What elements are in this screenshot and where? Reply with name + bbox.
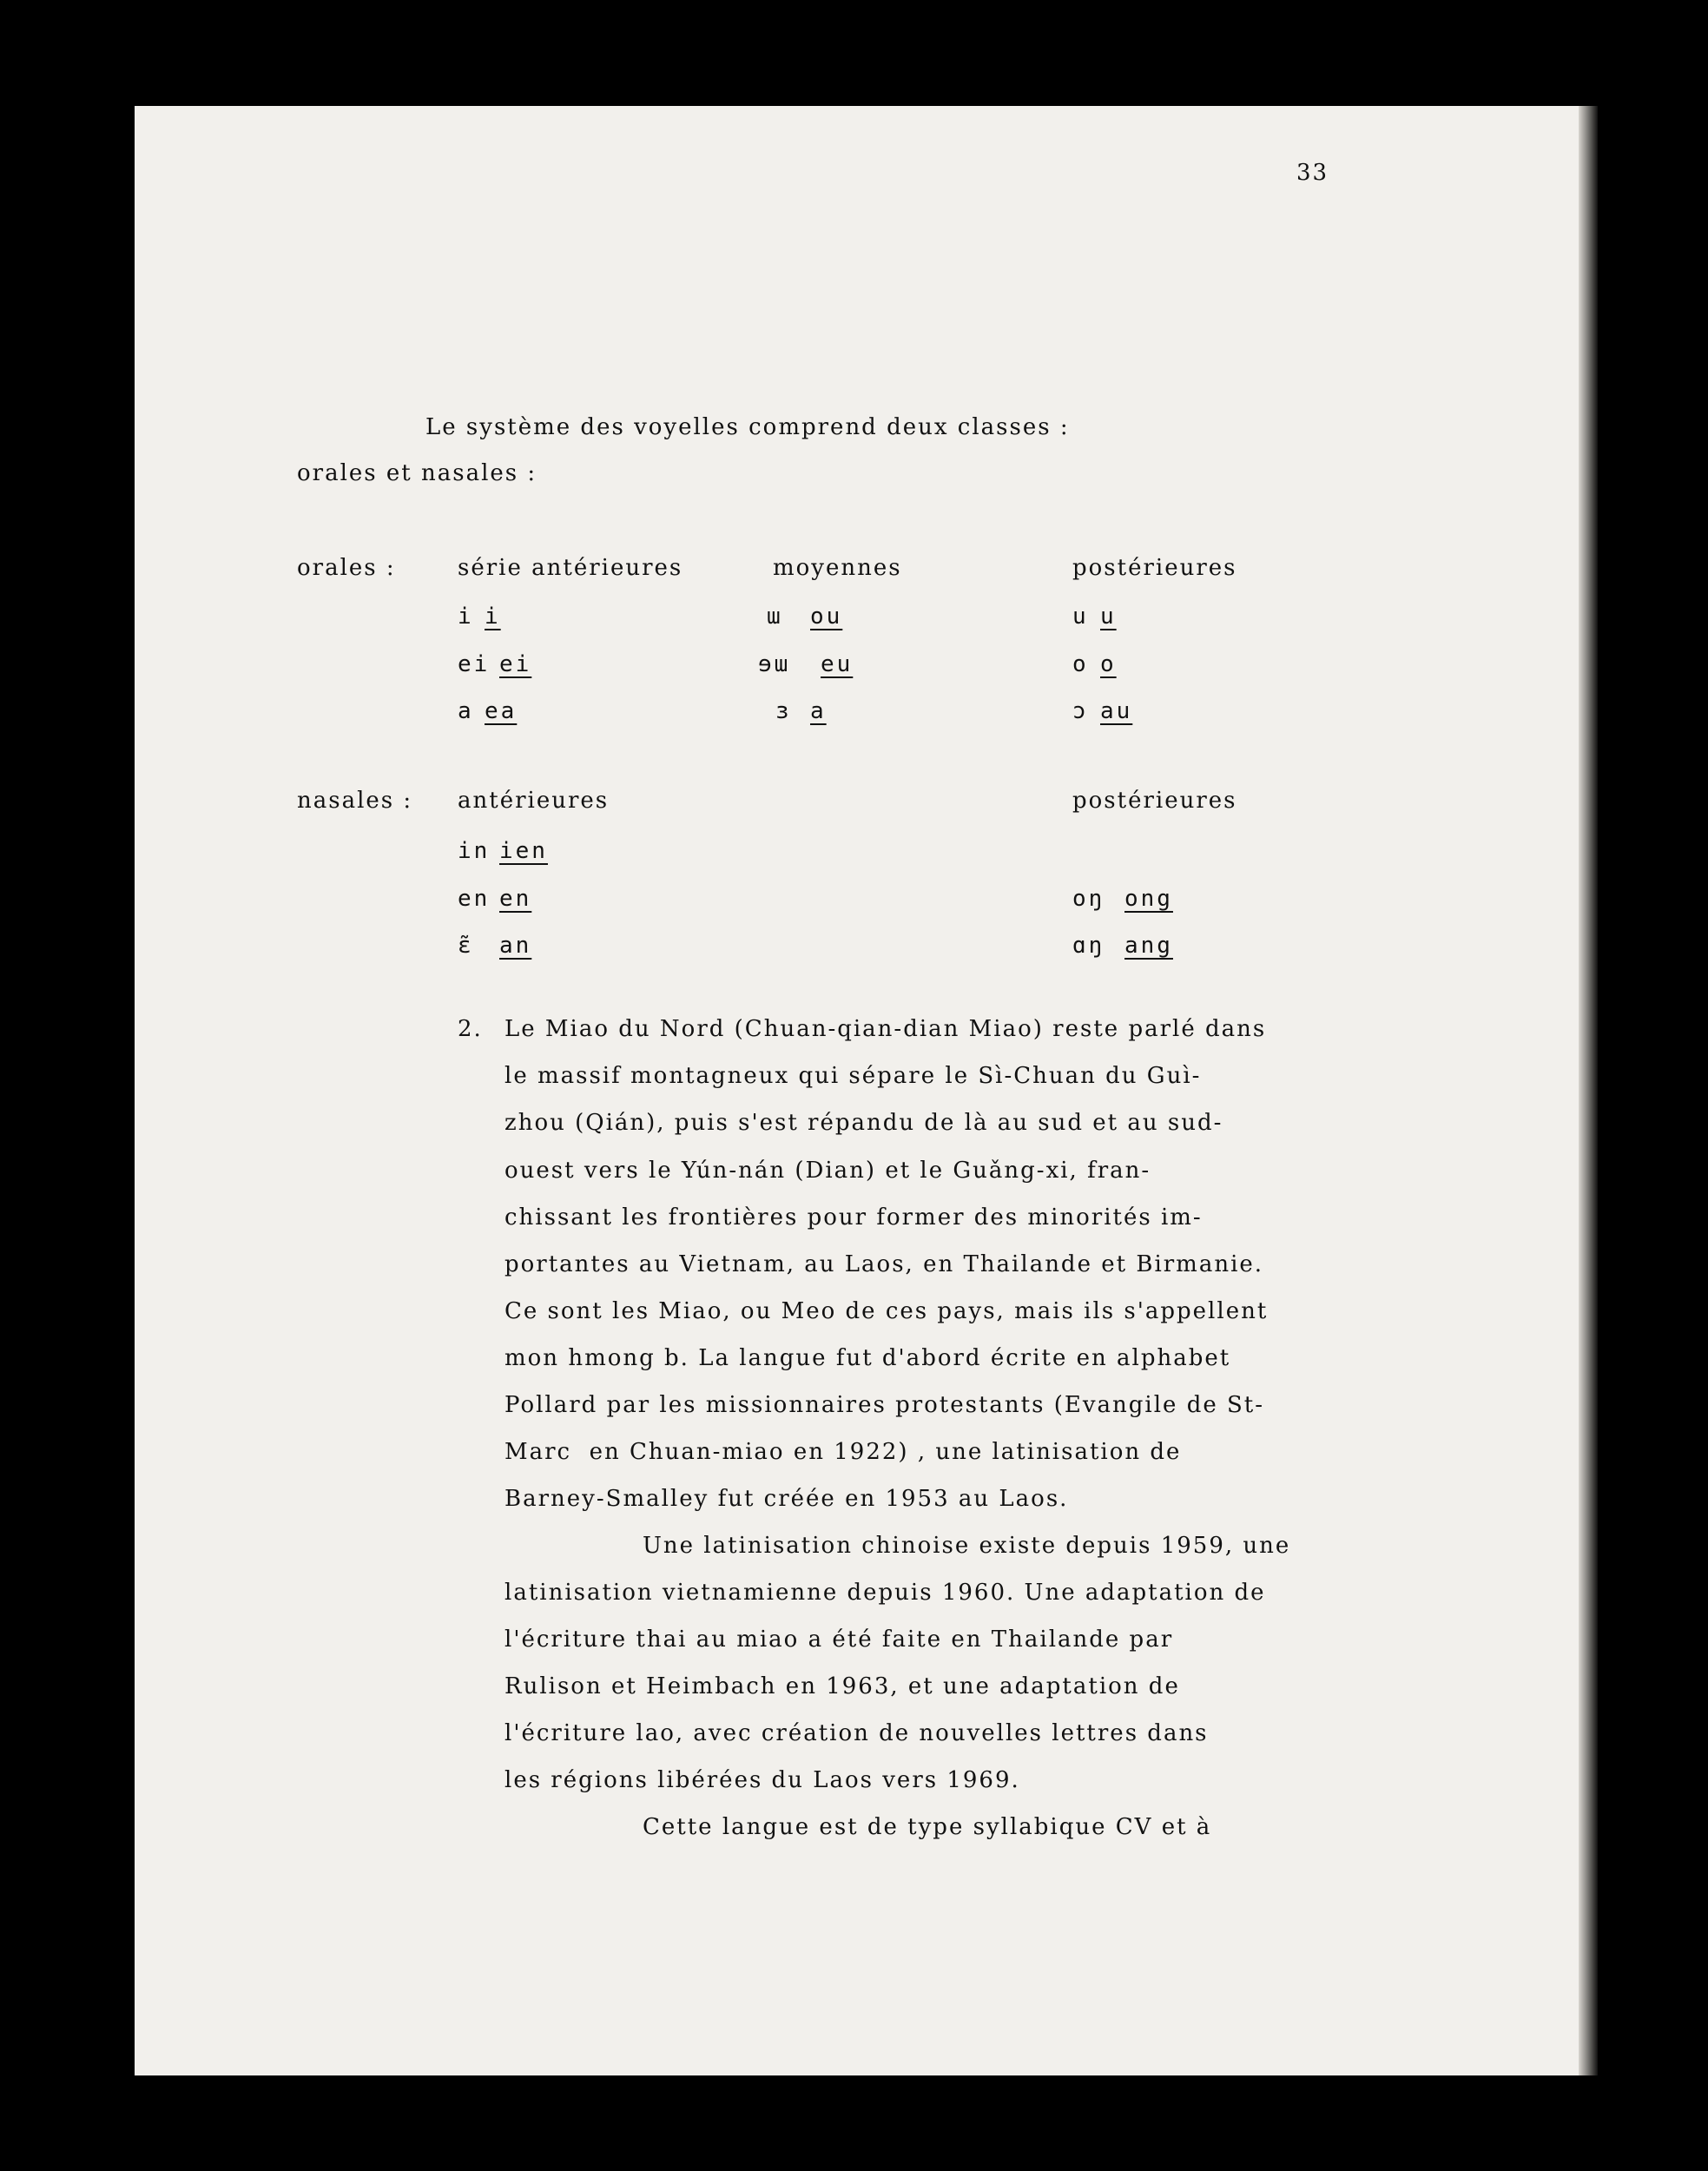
nasales-front-ipa: ɛ̃ xyxy=(458,933,474,959)
page-number: 33 xyxy=(1296,160,1329,186)
orales-mid: a xyxy=(810,698,827,724)
paragraph-line: latinisation vietnamienne depuis 1960. Une adaptation de xyxy=(504,1580,1266,1606)
paragraph-line: Une latinisation chinoise existe depuis 1959, une xyxy=(643,1533,1291,1559)
orales-back-ipa: ɔ xyxy=(1072,698,1089,724)
orales-header-front: série antérieures xyxy=(458,555,683,581)
nasales-header-front: antérieures xyxy=(458,788,610,814)
orales-front: i xyxy=(485,604,501,630)
paragraph-line: l'écriture thai au miao a été faite en Thailande par xyxy=(504,1627,1174,1653)
orales-front-ipa: i xyxy=(458,604,474,630)
nasales-back: ong xyxy=(1124,886,1173,912)
paragraph-line: l'écriture lao, avec création de nouvelles lettres dans xyxy=(504,1720,1209,1746)
nasales-back-ipa: ɑŋ xyxy=(1072,933,1105,959)
orales-mid-ipa: ɜ xyxy=(775,698,792,724)
orales-label: orales : xyxy=(297,555,396,581)
orales-back: u xyxy=(1100,604,1117,630)
paragraph-line: Cette langue est de type syllabique CV et à xyxy=(643,1814,1212,1840)
nasales-back: ang xyxy=(1124,933,1173,959)
nasales-header-back: postérieures xyxy=(1072,788,1237,814)
paragraph-line: portantes au Vietnam, au Laos, en Thailande et Birmanie. xyxy=(504,1251,1264,1277)
intro-line-2: orales et nasales : xyxy=(297,460,537,486)
nasales-front: an xyxy=(499,933,532,959)
nasales-label: nasales : xyxy=(297,788,413,814)
paragraph-line: zhou (Qián), puis s'est répandu de là au sud et au sud- xyxy=(504,1110,1223,1136)
paragraph-line: mon hmong b. La langue fut d'abord écrite en alphabet xyxy=(504,1345,1231,1371)
paragraph-line: ouest vers le Yún-nán (Dian) et le Guǎng-xi, fran- xyxy=(504,1158,1151,1184)
orales-back: au xyxy=(1100,698,1133,724)
nasales-front-ipa: en xyxy=(458,886,491,912)
intro-line-1: Le système des voyelles comprend deux classes : xyxy=(425,414,1070,440)
paragraph-line: Rulison et Heimbach en 1963, et une adaptation de xyxy=(504,1673,1180,1699)
nasales-front: en xyxy=(499,886,532,912)
paragraph-line: Ce sont les Miao, ou Meo de ces pays, mais ils s'appellent xyxy=(504,1298,1269,1324)
paragraph-line: Barney-Smalley fut créée en 1953 au Laos. xyxy=(504,1486,1069,1512)
section-number: 2. xyxy=(458,1016,483,1042)
paragraph-line: Le Miao du Nord (Chuan-qian-dian Miao) reste parlé dans xyxy=(504,1016,1267,1042)
orales-mid: ou xyxy=(810,604,843,630)
paragraph-line: Marc en Chuan-miao en 1922) , une latinisation de xyxy=(504,1439,1182,1465)
paragraph-line: chissant les frontières pour former des minorités im- xyxy=(504,1204,1203,1231)
orales-front-ipa: a xyxy=(458,698,474,724)
orales-front: ea xyxy=(485,698,518,724)
orales-back-ipa: o xyxy=(1072,651,1089,677)
paragraph-line: Pollard par les missionnaires protestants (Evangile de St- xyxy=(504,1392,1265,1418)
orales-mid-ipa: ɘɯ xyxy=(758,651,791,677)
orales-header-mid: moyennes xyxy=(773,555,902,581)
orales-mid: eu xyxy=(821,651,854,677)
document-page xyxy=(135,106,1579,2075)
orales-mid-ipa: ɯ xyxy=(767,604,783,630)
paragraph-line: les régions libérées du Laos vers 1969. xyxy=(504,1767,1020,1793)
paragraph-line: le massif montagneux qui sépare le Sì-Chuan du Guì- xyxy=(504,1063,1202,1089)
orales-front-ipa: ei xyxy=(458,651,491,677)
orales-front: ei xyxy=(499,651,532,677)
orales-back: o xyxy=(1100,651,1117,677)
orales-header-back: postérieures xyxy=(1072,555,1237,581)
nasales-front-ipa: in xyxy=(458,838,491,864)
orales-back-ipa: u xyxy=(1072,604,1089,630)
nasales-back-ipa: oŋ xyxy=(1072,886,1105,912)
nasales-front: ien xyxy=(499,838,548,864)
page-edge xyxy=(1579,106,1598,2075)
